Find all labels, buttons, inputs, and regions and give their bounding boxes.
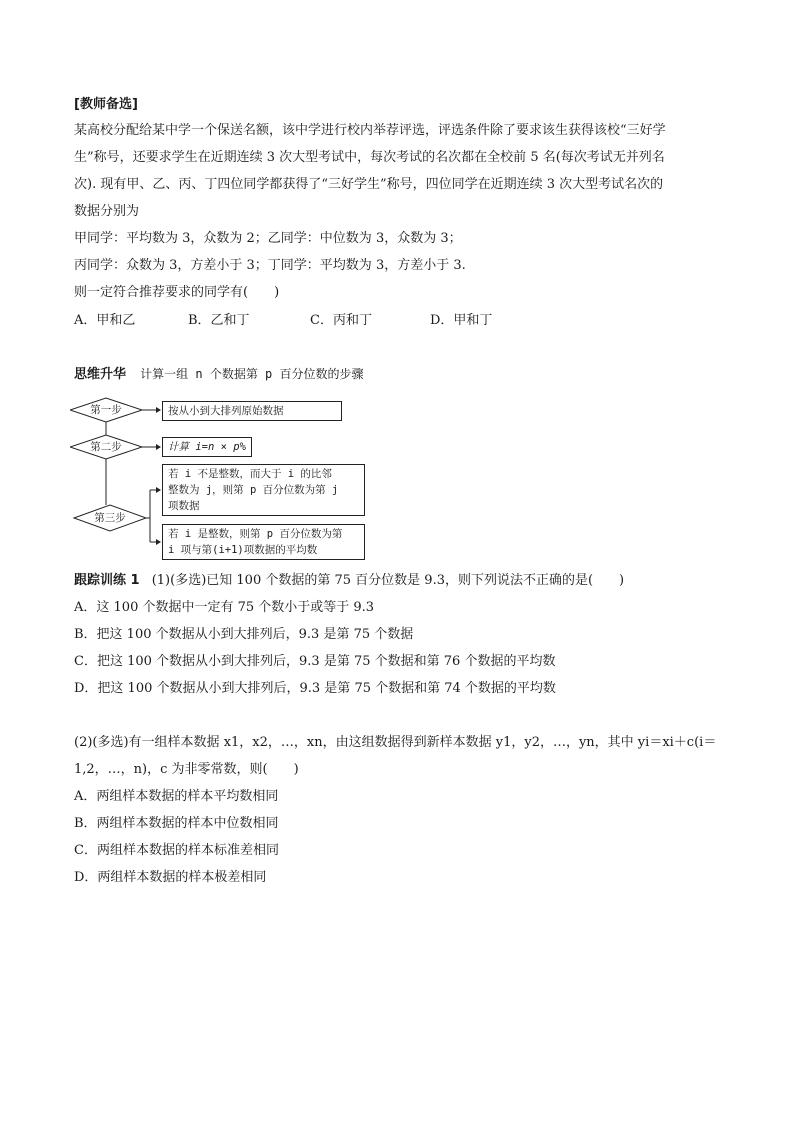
q1-option-b: B．把这 100 个数据从小到大排列后，9.3 是第 75 个数据 bbox=[74, 627, 414, 642]
paragraph-line: 某高校分配给某中学一个保送名额，该中学进行校内举荐评选，评选条件除了要求该生获得该校“三好学 bbox=[74, 123, 666, 138]
exercise-label: 跟踪训练 1 bbox=[74, 573, 140, 588]
step2-box: 计算 i=n × p% bbox=[162, 437, 252, 457]
step3-case2-line: i 项与第(i+1)项数据的平均数 bbox=[168, 544, 318, 556]
summary-heading-text: 计算一组 n 个数据第 p 百分位数的步骤 bbox=[140, 367, 364, 381]
paragraph-line: 数据分别为 bbox=[74, 204, 140, 219]
paragraph-line: 生”称号，还要求学生在近期连续 3 次大型考试中，每次考试的名次都在全校前 5 名(每次考试无并列名 bbox=[74, 150, 665, 165]
q2-option-c: C．两组样本数据的样本标准差相同 bbox=[74, 843, 279, 858]
exercise-q1-text: (1)(多选)已知 100 个数据的第 75 百分位数是 9.3，则下列说法不正确的是( ) bbox=[151, 573, 625, 588]
step3-case1-line: 若 i 不是整数，而大于 i 的比邻 bbox=[168, 468, 332, 480]
q1-option-d: D．把这 100 个数据从小到大排列后，9.3 是第 75 个数据和第 74 个数据的平均数 bbox=[74, 681, 556, 696]
q1-option-c: C．把这 100 个数据从小到大排列后，9.3 是第 75 个数据和第 76 个数据的平均数 bbox=[74, 654, 556, 669]
summary-heading-label: 思维升华 bbox=[74, 367, 127, 382]
step2-label: 第二步 bbox=[90, 441, 122, 453]
option-a: A．甲和乙 bbox=[74, 313, 136, 328]
q1-option-a: A．这 100 个数据中一定有 75 个数小于或等于 9.3 bbox=[74, 600, 375, 615]
percentile-flowchart bbox=[70, 394, 370, 564]
exercise-q2-line1: (2)(多选)有一组样本数据 x1，x2，…，xn，由这组数据得到新样本数据 y1，y2，…，yn，其中 yi＝xi＋c(i＝ bbox=[74, 735, 717, 750]
step3-label: 第三步 bbox=[94, 512, 126, 524]
paragraph-line: 丙同学：众数为 3，方差小于 3；丁同学：平均数为 3，方差小于 3. bbox=[74, 258, 466, 273]
section-heading: [教师备选] bbox=[74, 97, 138, 112]
paragraph-line: 次). 现有甲、乙、丙、丁四位同学都获得了“三好学生”称号，四位同学在近期连续 3 次大型考试名次的 bbox=[74, 177, 664, 192]
exercise-q2-line2: 1,2，…，n)，c 为非零常数，则( ) bbox=[74, 762, 299, 777]
q2-option-b: B．两组样本数据的样本中位数相同 bbox=[74, 816, 279, 831]
step3-case2-line: 若 i 是整数，则第 p 百分位数为第 bbox=[168, 528, 343, 540]
q2-option-a: A．两组样本数据的样本平均数相同 bbox=[74, 789, 279, 804]
step1-box: 按从小到大排列原始数据 bbox=[162, 401, 342, 421]
option-d: D．甲和丁 bbox=[430, 313, 493, 328]
step3-case1-box bbox=[162, 464, 365, 516]
step1-label: 第一步 bbox=[90, 404, 122, 416]
step3-case1-line: 项数据 bbox=[168, 500, 200, 512]
option-c: C．丙和丁 bbox=[310, 313, 372, 328]
option-b: B．乙和丁 bbox=[188, 313, 250, 328]
paragraph-line: 甲同学：平均数为 3，众数为 2；乙同学：中位数为 3，众数为 3； bbox=[74, 231, 462, 246]
q2-option-d: D．两组样本数据的样本极差相同 bbox=[74, 870, 267, 885]
step3-case1-line: 整数为 j，则第 p 百分位数为第 j bbox=[168, 484, 339, 496]
question-stem: 则一定符合推荐要求的同学有( ) bbox=[74, 285, 280, 300]
step3-case2-box bbox=[162, 524, 365, 560]
summary-heading bbox=[74, 365, 364, 384]
exercise-q1 bbox=[74, 572, 624, 590]
